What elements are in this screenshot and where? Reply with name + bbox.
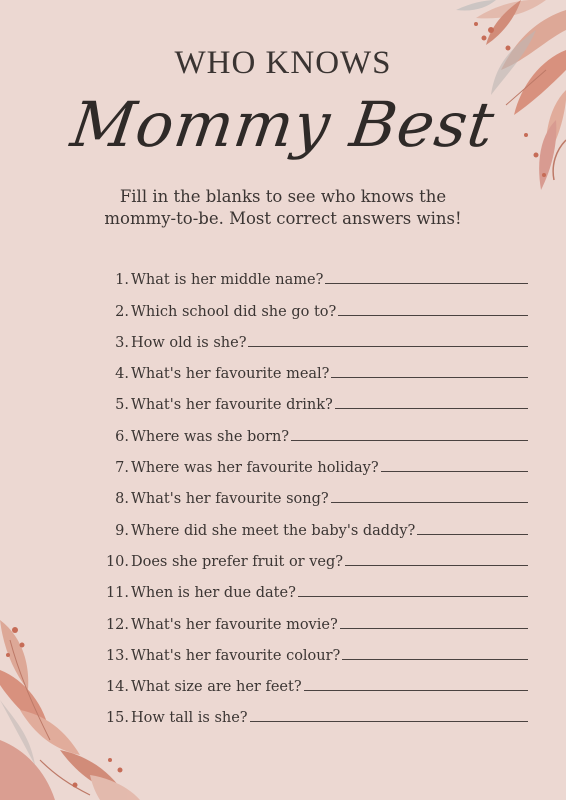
- answer-blank-line[interactable]: [338, 314, 528, 316]
- question-number: 1.: [115, 272, 129, 289]
- answer-blank-line[interactable]: [298, 595, 528, 597]
- answer-blank-line[interactable]: [331, 376, 528, 378]
- question-text: When is her due date?: [131, 585, 296, 602]
- question-item: [98, 320, 528, 351]
- answer-blank-line[interactable]: [345, 564, 528, 566]
- intro-text: Fill in the blanks to see who knows the mommy-to-be. Most correct answers wins!: [104, 187, 462, 228]
- question-item: [98, 351, 528, 382]
- question-item: [98, 601, 528, 632]
- question-text: Where was she born?: [131, 428, 290, 445]
- question-item: [98, 257, 528, 288]
- question-number: 14.: [105, 679, 129, 696]
- answer-blank-line[interactable]: [335, 407, 528, 409]
- question-item: [98, 695, 528, 726]
- question-number: 5.: [115, 397, 129, 414]
- question-text: Does she prefer fruit or veg?: [131, 553, 344, 570]
- answer-blank-line[interactable]: [304, 689, 528, 691]
- question-number: 11.: [105, 585, 129, 602]
- heading-who-knows: WHO KNOWS: [174, 45, 392, 81]
- question-item: [98, 445, 528, 476]
- question-number: 4.: [115, 366, 129, 383]
- question-text: What size are her feet?: [131, 679, 302, 696]
- question-text: Where did she meet the baby's daddy?: [131, 522, 416, 539]
- answer-blank-line[interactable]: [250, 720, 528, 722]
- question-item: [98, 413, 528, 444]
- question-item: [98, 507, 528, 538]
- question-text: What's her favourite movie?: [131, 616, 338, 633]
- answer-blank-line[interactable]: [381, 470, 528, 472]
- question-number: 12.: [105, 616, 129, 633]
- question-item: [98, 633, 528, 664]
- question-text: What's her favourite drink?: [131, 397, 333, 414]
- question-number: 7.: [115, 460, 129, 477]
- question-number: 8.: [115, 491, 129, 508]
- question-number: 9.: [115, 522, 129, 539]
- question-item: [98, 288, 528, 319]
- question-text: What is her middle name?: [131, 272, 324, 289]
- question-text: How tall is she?: [131, 710, 248, 727]
- answer-blank-line[interactable]: [248, 345, 528, 347]
- question-text: Where was her favourite holiday?: [131, 460, 379, 477]
- question-item: [98, 382, 528, 413]
- answer-blank-line[interactable]: [325, 282, 528, 284]
- answer-blank-line[interactable]: [331, 501, 528, 503]
- question-item: [98, 570, 528, 601]
- question-number: 15.: [105, 710, 129, 727]
- question-text: What's her favourite song?: [131, 491, 329, 508]
- question-number: 3.: [115, 334, 129, 351]
- question-number: 13.: [105, 647, 129, 664]
- question-text: What's her favourite colour?: [131, 647, 341, 664]
- question-item: [98, 664, 528, 695]
- answer-blank-line[interactable]: [291, 439, 528, 441]
- question-number: 2.: [115, 303, 129, 320]
- question-text: What's her favourite meal?: [131, 366, 330, 383]
- answer-blank-line[interactable]: [340, 627, 528, 629]
- answer-blank-line[interactable]: [342, 658, 528, 660]
- question-item: [98, 539, 528, 570]
- question-text: How old is she?: [131, 334, 247, 351]
- question-item: [98, 476, 528, 507]
- question-number: 6.: [115, 428, 129, 445]
- question-number: 10.: [105, 553, 129, 570]
- question-text: Which school did she go to?: [131, 303, 337, 320]
- script-title: Mommy Best: [66, 88, 500, 161]
- answer-blank-line[interactable]: [417, 533, 528, 535]
- question-list: [98, 257, 528, 726]
